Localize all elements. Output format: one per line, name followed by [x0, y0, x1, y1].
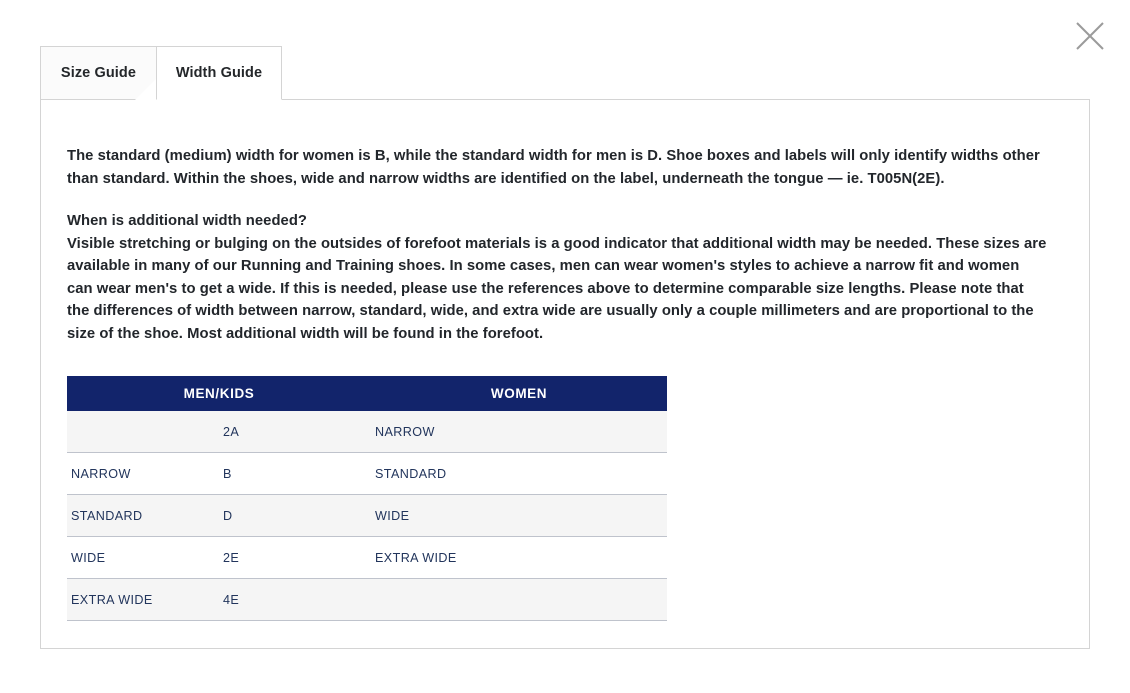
cell-code: 4E	[219, 579, 371, 621]
table-row	[67, 411, 667, 453]
cell-code: B	[219, 453, 371, 495]
section-subheading: When is additional width needed?	[67, 213, 307, 229]
width-comparison-table	[67, 376, 667, 621]
tab-width-guide[interactable]	[156, 46, 282, 100]
close-button[interactable]	[1070, 16, 1110, 56]
tab-size-guide[interactable]	[40, 46, 157, 100]
cell-men: NARROW	[67, 453, 219, 495]
table-body	[67, 411, 667, 621]
panel-content	[41, 100, 1089, 621]
cell-women: STANDARD	[371, 453, 667, 495]
column-header-men-kids: MEN/KIDS	[67, 376, 371, 411]
tab-bar	[40, 45, 282, 100]
tab-size-guide-label: Size Guide	[60, 65, 137, 81]
cell-men: WIDE	[67, 537, 219, 579]
table-row	[67, 579, 667, 621]
cell-women	[371, 579, 667, 621]
table-row	[67, 537, 667, 579]
cell-women: WIDE	[371, 495, 667, 537]
width-guide-panel	[40, 99, 1090, 649]
tab-width-guide-label: Width Guide	[175, 65, 263, 81]
table-row	[67, 495, 667, 537]
table-head	[67, 376, 667, 411]
intro-paragraph: The standard (medium) width for women is B, while the standard width for men is D. Shoe boxes and labels will only identify widths other than standard. Within the shoes, wide and narrow widths are identified on the label, underneath the tongue — ie. T005N(2E).	[67, 148, 1040, 187]
cell-men: STANDARD	[67, 495, 219, 537]
cell-men	[67, 411, 219, 453]
column-header-women: WOMEN	[371, 376, 667, 411]
close-icon	[1070, 16, 1110, 56]
table-header-row	[67, 376, 667, 411]
table-row	[67, 453, 667, 495]
body-paragraph: Visible stretching or bulging on the outsides of forefoot materials is a good indicator that additional width may be needed. These sizes are available in many of our Running and Training shoes. In some cases, men can wear women's styles to achieve a narrow fit and women can wear men's to get a wide. If this is needed, please use the references above to determine comparable size lengths. Please note that the differences of width between narrow, standard, wide, and extra wide are usually only a couple millimeters and are proportional to the size of the shoe. Most additional width will be found in the forefoot.	[67, 235, 1047, 342]
cell-code: 2E	[219, 537, 371, 579]
cell-men: EXTRA WIDE	[67, 579, 219, 621]
cell-women: EXTRA WIDE	[371, 537, 667, 579]
cell-code: 2A	[219, 411, 371, 453]
cell-code: D	[219, 495, 371, 537]
cell-women: NARROW	[371, 411, 667, 453]
